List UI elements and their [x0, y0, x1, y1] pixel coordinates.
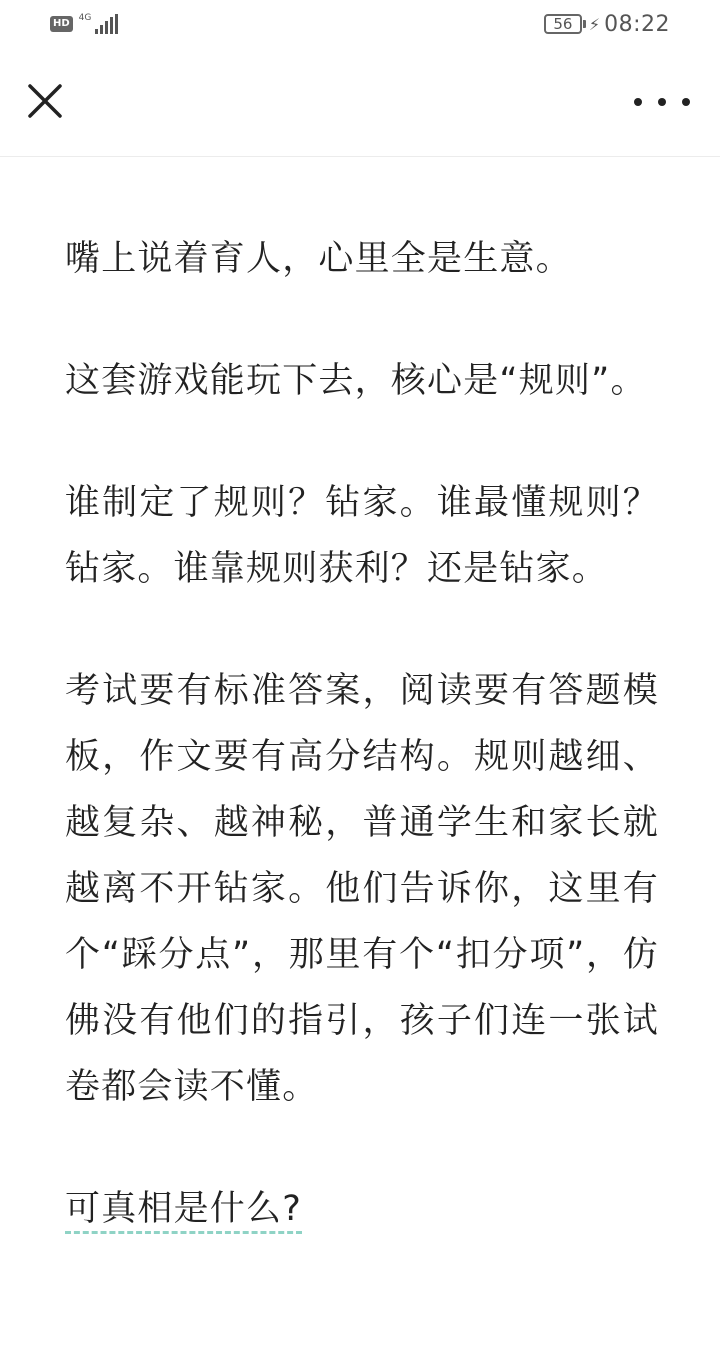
- article-content: [65, 226, 659, 1242]
- signal-icon: [93, 14, 118, 34]
- status-left: [50, 12, 118, 36]
- close-icon: [22, 78, 68, 124]
- status-right: [544, 10, 670, 38]
- status-bar: [0, 0, 720, 50]
- network-type-label: 4G: [78, 12, 92, 23]
- close-button[interactable]: [22, 78, 68, 124]
- more-icon-dot: [634, 98, 642, 106]
- top-nav-bar: [0, 50, 720, 157]
- article-paragraph: 考试要有标准答案，阅读要有答题模板，作文要有高分结构。规则越细、越复杂、越神秘，普通学生和家长就越离不开钻家。他们告诉你，这里有个“踩分点”，那里有个“扣分项”，仿佛没有他们的指引，孩子们连一张试卷都会读不懂。: [65, 671, 659, 1107]
- battery-icon: [544, 14, 586, 34]
- status-time: 08:22: [604, 11, 670, 37]
- battery-level: 56: [544, 14, 582, 34]
- article-paragraph: 这套游戏能玩下去，核心是“规则”。: [65, 361, 647, 401]
- charging-icon: ⚡: [588, 14, 601, 34]
- article-paragraph: 嘴上说着育人，心里全是生意。: [65, 239, 572, 279]
- article-paragraph: 谁制定了规则？钻家。谁最懂规则？钻家。谁靠规则获利？还是钻家。: [65, 483, 659, 589]
- more-options-button[interactable]: [634, 82, 690, 122]
- more-icon-dot: [658, 98, 666, 106]
- highlighted-phrase[interactable]: 可真相是什么?: [65, 1189, 302, 1234]
- more-icon-dot: [682, 98, 690, 106]
- article-paragraph-linked[interactable]: [65, 1176, 659, 1242]
- hd-badge: HD: [50, 16, 73, 32]
- battery-tip: [583, 20, 586, 28]
